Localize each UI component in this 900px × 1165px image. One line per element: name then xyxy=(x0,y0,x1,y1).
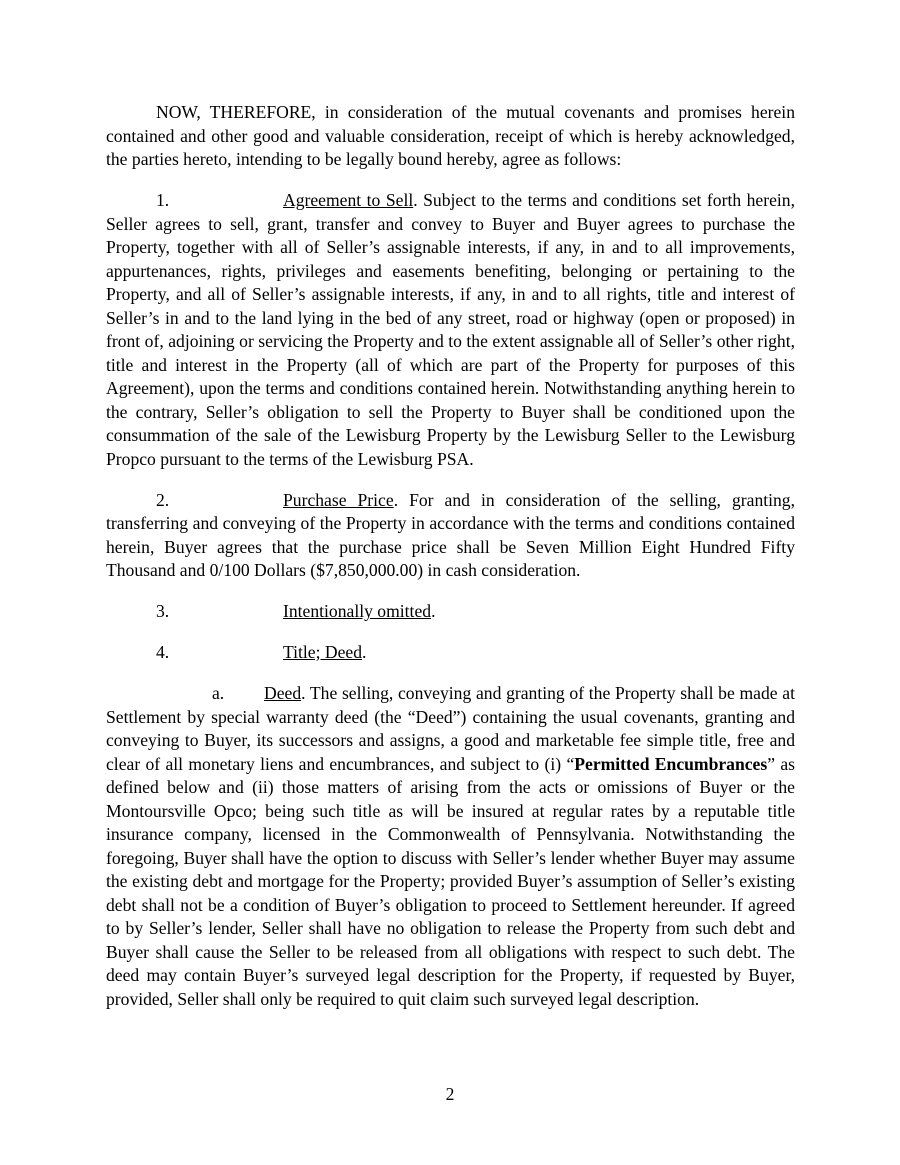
subsection-a-bold-term: Permitted Encumbrances xyxy=(574,753,768,774)
page-number: 2 xyxy=(445,1084,455,1104)
section-1-number: 1. xyxy=(156,190,170,210)
subsection-a-deed xyxy=(106,682,795,1011)
section-2-purchase-price xyxy=(106,489,795,583)
subsection-a-heading: Deed xyxy=(264,683,302,703)
subsection-a-body-after-bold: ” as defined below and (ii) those matters of arising from the acts or omissions of Buyer or the Montoursville Opco; being such title as will be insured at regular rates by a reputable title insurance company, licensed in the Commonwealth of Pennsylvania. Notwithstanding the foregoing, Buyer shall have the option to discuss with Seller’s lender whether Buyer may assume the existing debt and mortgage for the Property; provided Buyer’s assumption of Seller’s existing debt shall not be a condition of Buyer’s obligation to proceed to Settlement hereunder. If agreed to by Seller’s lender, Seller shall have no obligation to release the Property from such debt and Buyer shall cause the Seller to be released from all obligations with respect to such debt. The deed may contain Buyer’s surveyed legal description for the Property, if requested by Buyer, provided, Seller shall only be required to quit claim such surveyed legal description. xyxy=(106,753,795,1009)
section-3-body: . xyxy=(431,601,436,621)
section-4-number: 4. xyxy=(156,642,170,662)
section-1-body: . Subject to the terms and conditions set forth herein, Seller agrees to sell, grant, transfer and convey to Buyer and Buyer agrees to purchase the Property, together with all of Seller’s assignable interests, if any, in and to all improvements, appurtenances, rights, privileges and easements benefiting, belonging or pertaining to the Property, and all of Seller’s assignable interests, if any, in and to all rights, title and interest of Seller’s in and to the land lying in the bed of any street, road or highway (open or proposed) in front of, adjoining or servicing the Property and to the extent assignable all of Seller’s other right, title and interest in the Property (all of which are part of the Property for purposes of this Agreement), upon the terms and conditions contained herein. Notwithstanding anything herein to the contrary, Seller’s obligation to sell the Property to Buyer shall be conditioned upon the consummation of the sale of the Lewisburg Property by the Lewisburg Seller to the Lewisburg Propco pursuant to the terms of the Lewisburg PSA. xyxy=(106,190,795,469)
section-2-number: 2. xyxy=(156,489,170,510)
section-4-body: . xyxy=(362,642,367,662)
intro-paragraph: NOW, THEREFORE, in consideration of the mutual covenants and promises herein contained and other good and valuable consideration, receipt of which is hereby acknowledged, the parties hereto, intending to be legally bound hereby, agree as follows: xyxy=(106,102,795,169)
section-1-heading: Agreement to Sell xyxy=(283,190,414,210)
section-2-heading: Purchase Price xyxy=(283,489,394,510)
section-3-intentionally-omitted xyxy=(106,600,795,624)
section-3-heading: Intentionally omitted xyxy=(283,601,432,621)
subsection-a-letter: a. xyxy=(212,683,225,703)
document-page xyxy=(106,101,795,1029)
section-2-body: . For and in consideration of the selling, granting, transferring and conveying of the Property in accordance with the terms and conditions contained herein, Buyer agrees that the purchase price shall be Seven Million Eight Hundred Fifty Thousand and 0/100 Dollars ($7,850,000.00) in cash consideration. xyxy=(106,489,796,580)
section-4-title-deed xyxy=(106,641,795,665)
section-4-heading: Title; Deed xyxy=(283,642,363,662)
section-3-number: 3. xyxy=(156,601,170,621)
subsection-a-body-before-bold: . The selling, conveying and granting of the Property shall be made at Settlement by special warranty deed (the “Deed”) containing the usual covenants, granting and conveying to Buyer, its successors and assigns, a good and marketable fee simple title, free and clear of all monetary liens and encumbrances, and subject to (i) “ xyxy=(106,683,795,774)
section-1-agreement-to-sell xyxy=(106,189,795,471)
